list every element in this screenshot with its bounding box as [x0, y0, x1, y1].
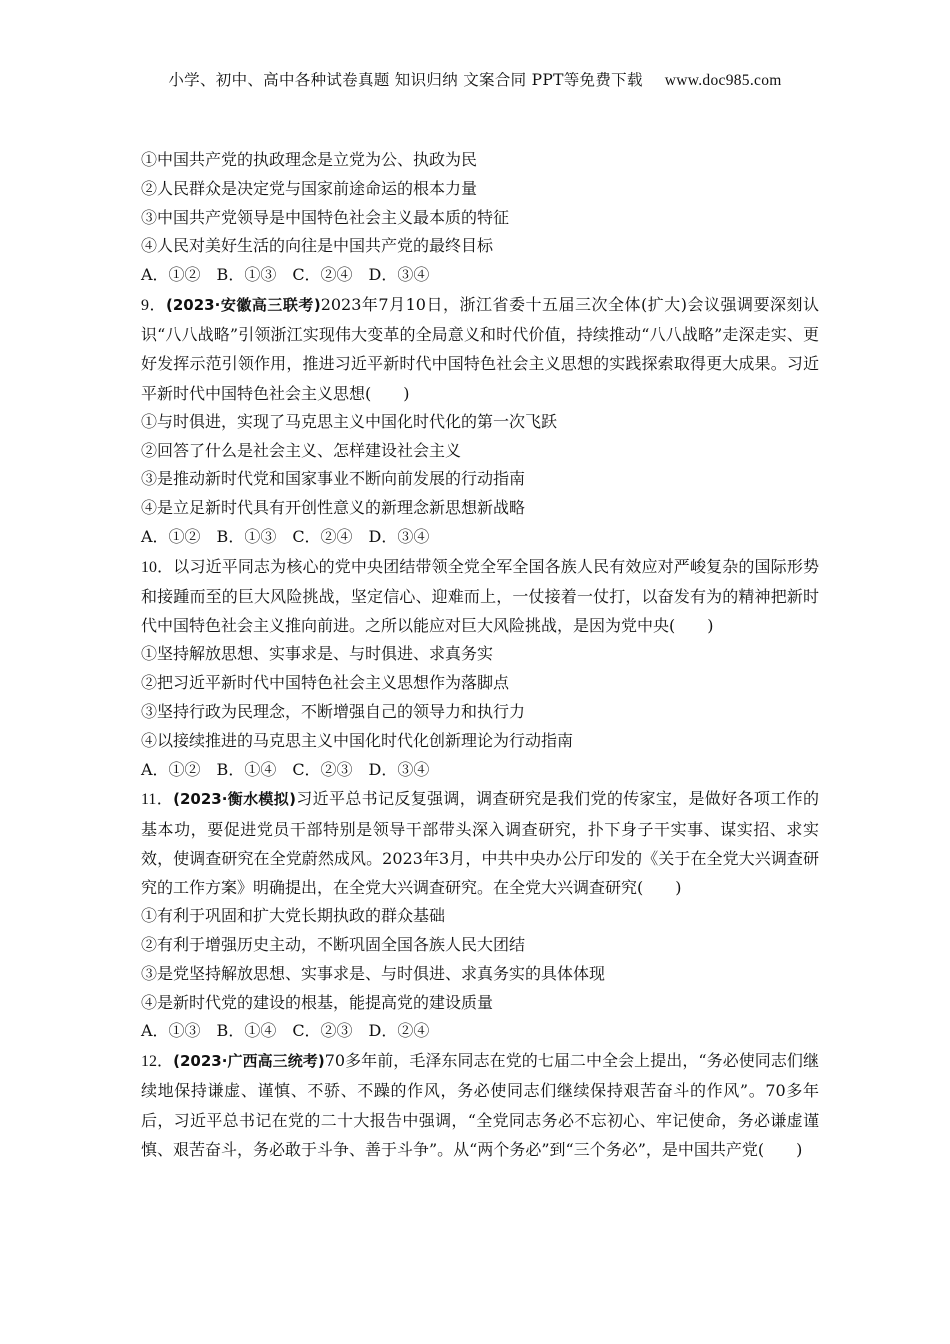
q9-number: 9． — [141, 296, 167, 314]
question-10 — [141, 552, 819, 785]
question-11 — [141, 784, 819, 1046]
q9-item-3: ③是推动新时代党和国家事业不断向前发展的行动指南 — [141, 469, 526, 489]
question-8-part — [141, 146, 819, 290]
q9-stem-text: 2023年7月10日，浙江省委十五届三次全体(扩大)会议强调要深刻认识“八八战略”引领浙江实现伟大变革的全局意义和时代价值，持续推动“八八战略”走深走实、更好发挥示范引领作用，推进习近平新时代中国特色社会主义思想的实践探索取得更大成果。习近平新时代中国特色社会主义思想( ) — [141, 294, 819, 403]
q11-item-4: ④是新时代党的建设的根基，能提高党的建设质量 — [141, 992, 494, 1012]
q11-item-1: ①有利于巩固和扩大党长期执政的群众基础 — [141, 906, 446, 926]
q9-source: (2023·安徽高三联考) — [166, 295, 321, 314]
q11-options: A．①③ B．①④ C．②③ D．②④ — [141, 1021, 430, 1041]
q11-stem-text: 习近平总书记反复强调，调查研究是我们党的传家宝，是做好各项工作的基本功，要促进党员干部特别是领导干部带头深入调查研究，扑下身子干实事、谋实招、求实效，使调查研究在全党蔚然成风。2023年3月，中共中央办公厅印发的《关于在全党大兴调查研究的工作方案》明确提出，在全党大兴调查研究。在全党大兴调查研究( ) — [141, 789, 819, 897]
q8-options: A．①② B．①③ C．②④ D．③④ — [141, 265, 430, 285]
q10-stem-text: 以习近平同志为核心的党中央团结带领全党全军全国各族人民有效应对严峻复杂的国际形势和接踵而至的巨大风险挑战，坚定信心、迎难而上，一仗接着一仗打，以奋发有为的精神把新时代中国特色社会主义推向前进。之所以能应对巨大风险挑战，是因为党中央( ) — [141, 556, 819, 636]
question-content — [141, 146, 819, 1164]
q11-stem — [141, 784, 819, 902]
page-header — [0, 68, 950, 90]
q11-item-2: ②有利于增强历史主动，不断巩固全国各族人民大团结 — [141, 934, 526, 954]
q11-source: (2023·衡水模拟) — [173, 790, 296, 809]
q10-number: 10． — [141, 558, 174, 576]
header-text: 小学、初中、高中各种试卷真题 知识归纳 文案合同 PPT等免费下载 — [168, 71, 643, 89]
q10-options: A．①② B．①④ C．②③ D．③④ — [141, 759, 430, 779]
q10-item-3: ③坚持行政为民理念，不断增强自己的领导力和执行力 — [141, 701, 526, 721]
question-12 — [141, 1046, 819, 1164]
q12-source: (2023·广西高三统考) — [173, 1052, 325, 1071]
q9-item-1: ①与时俱进，实现了马克思主义中国化时代化的第一次飞跃 — [141, 411, 558, 431]
question-9 — [141, 290, 819, 552]
q9-item-4: ④是立足新时代具有开创性意义的新理念新思想新战略 — [141, 498, 526, 518]
q9-stem — [141, 290, 819, 408]
q8-item-4: ④人民对美好生活的向往是中国共产党的最终目标 — [141, 236, 494, 256]
q11-item-3: ③是党坚持解放思想、实事求是、与时俱进、求真务实的具体体现 — [141, 963, 606, 983]
q9-item-2: ②回答了什么是社会主义、怎样建设社会主义 — [141, 440, 462, 460]
q12-number: 12． — [141, 1053, 174, 1071]
q11-number: 11． — [141, 791, 174, 809]
q12-stem — [141, 1046, 819, 1164]
q10-item-2: ②把习近平新时代中国特色社会主义思想作为落脚点 — [141, 673, 510, 693]
q8-item-3: ③中国共产党领导是中国特色社会主义最本质的特征 — [141, 207, 510, 227]
q9-options: A．①② B．①③ C．②④ D．③④ — [141, 526, 430, 546]
q10-stem — [141, 552, 819, 641]
q8-item-1: ①中国共产党的执政理念是立党为公、执政为民 — [141, 150, 478, 169]
header-site-link[interactable]: www.doc985.com — [664, 72, 782, 89]
q8-item-2: ②人民群众是决定党与国家前途命运的根本力量 — [141, 178, 478, 198]
q10-item-4: ④以接续推进的马克思主义中国化时代化创新理论为行动指南 — [141, 730, 574, 750]
q12-stem-text: 70多年前，毛泽东同志在党的七届二中全会上提出，“务必使同志们继续地保持谦虚、谨慎、不骄、不躁的作风，务必使同志们继续保持艰苦奋斗的作风”。70多年后，习近平总书记在党的二十大报告中强调，“全党同志务必不忘初心、牢记使命，务必谦虚谨慎、艰苦奋斗，务必敢于斗争、善于斗争”。从“两个务必”到“三个务必”，是中国共产党( ) — [141, 1051, 819, 1159]
q10-item-1: ①坚持解放思想、实事求是、与时俱进、求真务实 — [141, 644, 494, 664]
